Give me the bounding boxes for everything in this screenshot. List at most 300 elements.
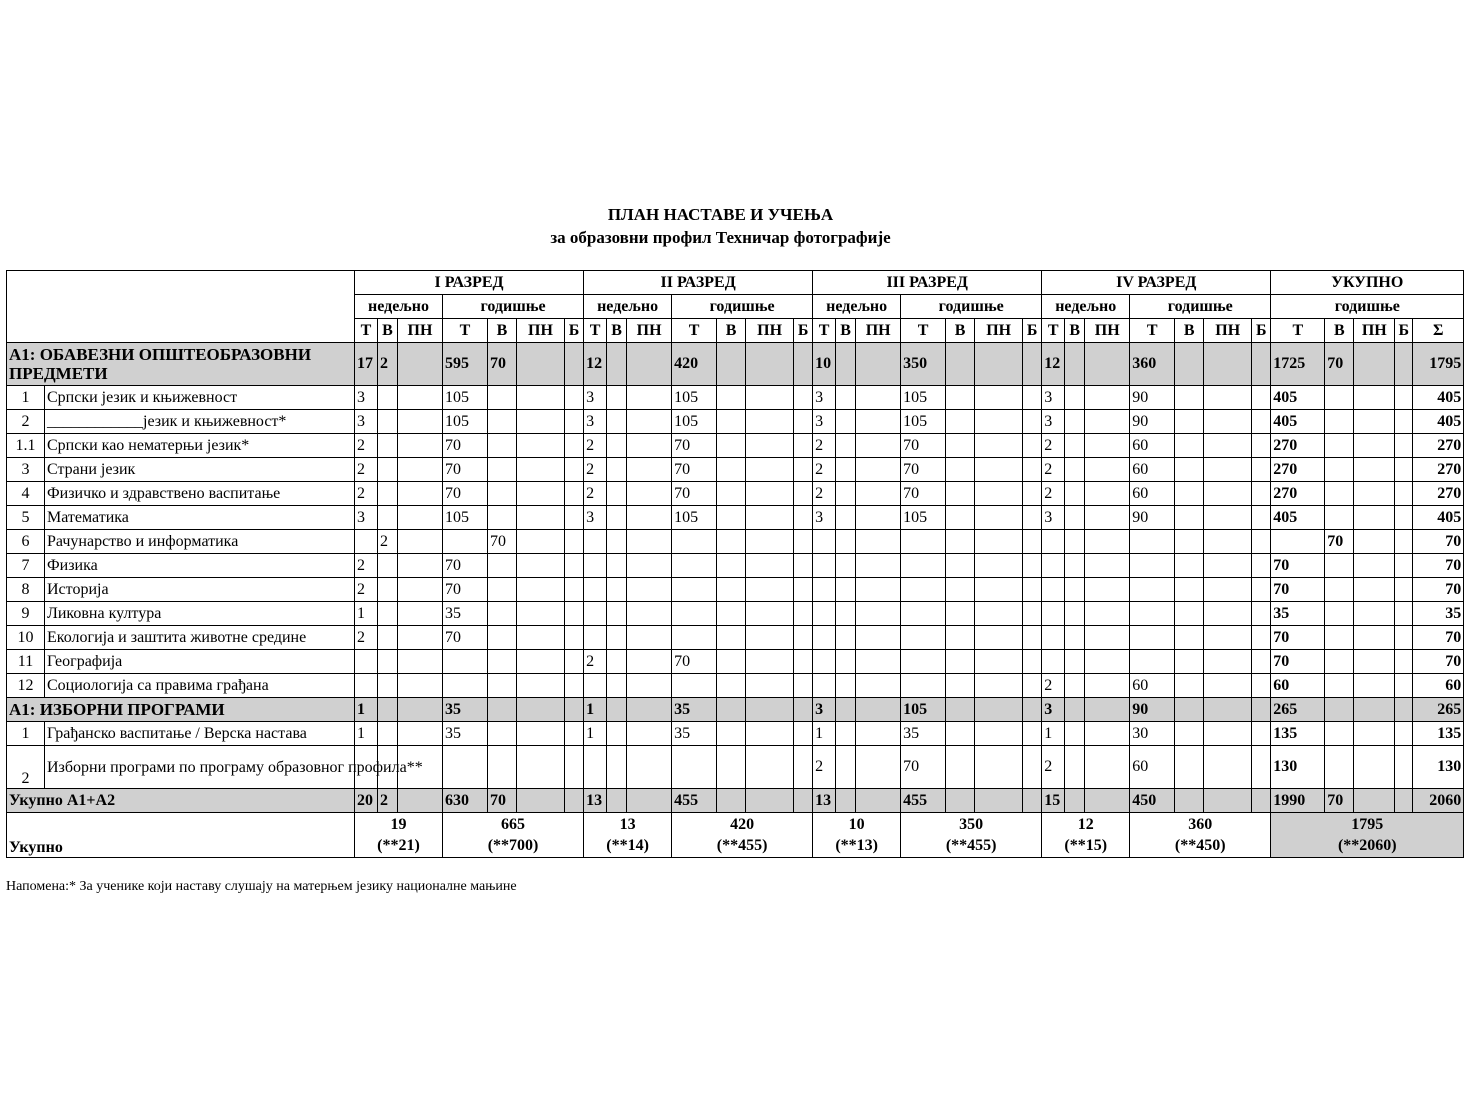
total-v — [1325, 434, 1354, 458]
yearly-v — [488, 602, 517, 626]
yearly-b — [1023, 506, 1042, 530]
weekly-v — [378, 434, 398, 458]
subject-number: 2 — [7, 746, 45, 789]
weekly-t: 2 — [355, 482, 378, 506]
total-b — [1395, 554, 1413, 578]
yearly-v — [946, 578, 975, 602]
yearly-t — [672, 602, 717, 626]
yearly-t: 105 — [901, 506, 946, 530]
section-value — [627, 343, 672, 386]
yearly-t: 70 — [672, 650, 717, 674]
total-b — [1395, 578, 1413, 602]
weekly-pn — [856, 746, 901, 789]
total-a1a2-value: 20 — [355, 789, 378, 813]
weekly-pn — [856, 674, 901, 698]
yearly-v — [946, 506, 975, 530]
yearly-pn — [1204, 458, 1252, 482]
yearly-b — [1252, 386, 1271, 410]
weekly-pn — [1085, 746, 1130, 789]
weekly-t: 3 — [355, 386, 378, 410]
weekly-t: 2 — [1042, 674, 1065, 698]
total-v — [1325, 650, 1354, 674]
weekly-v — [836, 746, 856, 789]
grand-yearly-value: 360 — [1188, 816, 1213, 833]
yearly-b — [565, 746, 584, 789]
section-value: 35 — [443, 698, 488, 722]
weekly-t: 2 — [813, 746, 836, 789]
weekly-v — [378, 626, 398, 650]
column-header-t: Т — [584, 319, 607, 343]
weekly-t: 2 — [355, 554, 378, 578]
yearly-pn — [746, 554, 794, 578]
section-value — [794, 343, 813, 386]
yearly-v — [488, 650, 517, 674]
yearly-v — [946, 482, 975, 506]
weekly-t: 2 — [584, 482, 607, 506]
total-a1a2-value: 455 — [672, 789, 717, 813]
section-total-v: 70 — [1325, 343, 1354, 386]
yearly-pn — [1204, 722, 1252, 746]
total-v — [1325, 674, 1354, 698]
yearly-b — [565, 578, 584, 602]
weekly-t: 1 — [355, 722, 378, 746]
total-sum: 35 — [1413, 602, 1464, 626]
yearly-v — [1175, 626, 1204, 650]
yearly-v — [717, 746, 746, 789]
section-title: А1: ОБАВЕЗНИ ОПШТЕОБРАЗОВНИ ПРЕДМЕТИ — [7, 343, 355, 386]
weekly-pn — [856, 722, 901, 746]
section-total-b — [1395, 343, 1413, 386]
yearly-b — [1023, 554, 1042, 578]
weekly-pn — [398, 482, 443, 506]
weekly-v — [836, 554, 856, 578]
yearly-t: 60 — [1130, 674, 1175, 698]
section-value — [836, 698, 856, 722]
yearly-pn — [1204, 434, 1252, 458]
section-value: 350 — [901, 343, 946, 386]
total-a1a2-value: 450 — [1130, 789, 1175, 813]
total-t: 405 — [1271, 410, 1325, 434]
weekly-pn — [627, 410, 672, 434]
document-title — [0, 203, 1441, 249]
grand-weekly-value: 10 — [848, 816, 865, 833]
yearly-b — [1023, 410, 1042, 434]
total-a1a2-value — [607, 789, 627, 813]
total-pn — [1354, 578, 1395, 602]
grand-weekly-alt: (**13) — [835, 837, 878, 854]
yearly-v — [1175, 650, 1204, 674]
column-header-t: Т — [1042, 319, 1065, 343]
grand-total-weekly — [813, 813, 901, 858]
yearly-v — [717, 482, 746, 506]
total-t — [1271, 530, 1325, 554]
yearly-v — [488, 746, 517, 789]
section-value — [946, 698, 975, 722]
total-sum: 270 — [1413, 482, 1464, 506]
yearly-pn — [517, 722, 565, 746]
yearly-v — [1175, 674, 1204, 698]
section-value: 35 — [672, 698, 717, 722]
table-row — [7, 698, 1464, 722]
yearly-b — [794, 434, 813, 458]
yearly-b — [1252, 506, 1271, 530]
total-sum: 70 — [1413, 626, 1464, 650]
yearly-t: 35 — [901, 722, 946, 746]
yearly-t: 60 — [1130, 434, 1175, 458]
yearly-v — [488, 434, 517, 458]
yearly-pn — [517, 506, 565, 530]
total-b — [1395, 410, 1413, 434]
weekly-v — [836, 626, 856, 650]
yearly-b — [1252, 410, 1271, 434]
section-value: 360 — [1130, 343, 1175, 386]
column-header-t: Т — [901, 319, 946, 343]
yearly-b — [565, 458, 584, 482]
weekly-pn — [398, 626, 443, 650]
yearly-pn — [975, 602, 1023, 626]
yearly-header: годишње — [443, 295, 584, 319]
weekly-pn — [627, 722, 672, 746]
weekly-v — [1065, 482, 1085, 506]
weekly-pn — [856, 434, 901, 458]
yearly-v — [946, 554, 975, 578]
grade-header: I РАЗРЕД — [355, 271, 584, 295]
total-b — [1395, 386, 1413, 410]
yearly-pn — [975, 674, 1023, 698]
yearly-pn — [517, 578, 565, 602]
yearly-v — [946, 386, 975, 410]
grand-yearly-value: 350 — [959, 816, 984, 833]
yearly-b — [1023, 482, 1042, 506]
grand-weekly-alt: (**21) — [377, 837, 420, 854]
yearly-b — [794, 650, 813, 674]
weekly-pn — [398, 410, 443, 434]
section-total-t: 1725 — [1271, 343, 1325, 386]
total-sum: 405 — [1413, 506, 1464, 530]
weekly-pn — [856, 602, 901, 626]
total-pn — [1354, 386, 1395, 410]
title-line-1: ПЛАН НАСТАВЕ И УЧЕЊА — [607, 205, 834, 224]
yearly-v — [1175, 578, 1204, 602]
weekly-t — [1042, 554, 1065, 578]
section-value — [836, 343, 856, 386]
column-header-pn: ПН — [1354, 319, 1395, 343]
weekly-pn — [856, 386, 901, 410]
weekly-pn — [856, 506, 901, 530]
subject-number: 1 — [7, 386, 45, 410]
total-b — [1395, 626, 1413, 650]
column-header-pn: ПН — [517, 319, 565, 343]
yearly-t: 90 — [1130, 410, 1175, 434]
weekly-t — [813, 554, 836, 578]
yearly-b — [1252, 458, 1271, 482]
yearly-b — [565, 482, 584, 506]
yearly-b — [794, 530, 813, 554]
weekly-pn — [627, 434, 672, 458]
yearly-v — [946, 530, 975, 554]
yearly-b — [794, 578, 813, 602]
yearly-pn — [517, 554, 565, 578]
weekly-pn — [627, 578, 672, 602]
weekly-t: 2 — [1042, 434, 1065, 458]
column-header-v: В — [378, 319, 398, 343]
column-header-b: Б — [565, 319, 584, 343]
subject-name: Српски као нематерњи језик* — [45, 434, 355, 458]
yearly-b — [794, 386, 813, 410]
weekly-t: 3 — [813, 410, 836, 434]
grand-weekly-value: 12 — [1077, 816, 1094, 833]
weekly-v — [607, 386, 627, 410]
total-t: 270 — [1271, 482, 1325, 506]
subject-name: Екологија и заштита животне средине — [45, 626, 355, 650]
yearly-pn — [975, 626, 1023, 650]
weekly-pn — [1085, 530, 1130, 554]
section-value: 595 — [443, 343, 488, 386]
yearly-v — [488, 386, 517, 410]
yearly-b — [1252, 746, 1271, 789]
total-a1a2-value — [946, 789, 975, 813]
yearly-pn — [975, 506, 1023, 530]
total-a1a2-value: 2 — [378, 789, 398, 813]
yearly-pn — [975, 722, 1023, 746]
weekly-t: 1 — [813, 722, 836, 746]
weekly-v — [1065, 434, 1085, 458]
yearly-v — [1175, 506, 1204, 530]
table-row — [7, 530, 1464, 554]
yearly-pn — [975, 410, 1023, 434]
grand-yearly-alt: (**455) — [945, 837, 997, 854]
yearly-b — [1252, 482, 1271, 506]
yearly-t: 35 — [672, 722, 717, 746]
yearly-v — [488, 674, 517, 698]
total-pn — [1354, 746, 1395, 789]
weekly-v — [607, 458, 627, 482]
total-a1a2-value: 13 — [584, 789, 607, 813]
yearly-pn — [1204, 554, 1252, 578]
yearly-t: 30 — [1130, 722, 1175, 746]
weekly-t: 2 — [813, 482, 836, 506]
section-value — [1065, 698, 1085, 722]
total-sum: 130 — [1413, 746, 1464, 789]
yearly-b — [1023, 746, 1042, 789]
weekly-v — [1065, 410, 1085, 434]
yearly-pn — [975, 482, 1023, 506]
column-header-pn: ПН — [975, 319, 1023, 343]
yearly-t: 105 — [672, 386, 717, 410]
total-pn — [1354, 530, 1395, 554]
section-value — [1175, 343, 1204, 386]
weekly-v: 2 — [378, 530, 398, 554]
yearly-t — [443, 674, 488, 698]
weekly-t: 3 — [813, 506, 836, 530]
yearly-v — [488, 722, 517, 746]
yearly-v — [946, 674, 975, 698]
weekly-v — [607, 482, 627, 506]
total-v — [1325, 458, 1354, 482]
weekly-v — [1065, 578, 1085, 602]
yearly-v — [488, 506, 517, 530]
yearly-b — [565, 626, 584, 650]
yearly-pn — [746, 650, 794, 674]
weekly-pn — [856, 650, 901, 674]
weekly-t — [584, 578, 607, 602]
weekly-pn — [398, 434, 443, 458]
total-pn — [1354, 722, 1395, 746]
yearly-v — [1175, 410, 1204, 434]
yearly-b — [565, 434, 584, 458]
yearly-b — [1023, 530, 1042, 554]
total-pn — [1354, 674, 1395, 698]
weekly-t: 1 — [584, 722, 607, 746]
weekly-v — [1065, 386, 1085, 410]
weekly-v — [1065, 530, 1085, 554]
weekly-t: 2 — [584, 458, 607, 482]
column-header-t: Т — [355, 319, 378, 343]
yearly-t — [901, 674, 946, 698]
column-header-v: В — [1065, 319, 1085, 343]
yearly-t: 70 — [672, 458, 717, 482]
weekly-pn — [856, 626, 901, 650]
weekly-v — [607, 434, 627, 458]
yearly-t — [672, 530, 717, 554]
weekly-pn — [627, 746, 672, 789]
section-value — [717, 698, 746, 722]
table-row — [7, 386, 1464, 410]
grand-yearly-alt: (**450) — [1174, 837, 1226, 854]
total-a1a2-pn — [1354, 789, 1395, 813]
weekly-pn — [398, 458, 443, 482]
yearly-t: 70 — [901, 434, 946, 458]
column-header-t: Т — [443, 319, 488, 343]
yearly-b — [565, 674, 584, 698]
table-row — [7, 506, 1464, 530]
yearly-b — [1023, 650, 1042, 674]
section-value — [746, 698, 794, 722]
section-total-pn — [1354, 698, 1395, 722]
weekly-pn — [856, 554, 901, 578]
yearly-t: 35 — [443, 722, 488, 746]
section-value — [794, 698, 813, 722]
section-value — [1204, 343, 1252, 386]
subject-number: 11 — [7, 650, 45, 674]
total-pn — [1354, 434, 1395, 458]
total-a1a2-value — [1023, 789, 1042, 813]
grand-total-weekly — [355, 813, 443, 858]
yearly-v — [488, 578, 517, 602]
grand-total-yearly — [672, 813, 813, 858]
weekly-v — [607, 554, 627, 578]
section-value: 17 — [355, 343, 378, 386]
subject-name: Ликовна култура — [45, 602, 355, 626]
weekly-pn — [627, 482, 672, 506]
weekly-t — [584, 674, 607, 698]
yearly-t: 70 — [901, 746, 946, 789]
weekly-t: 3 — [1042, 506, 1065, 530]
yearly-v — [946, 602, 975, 626]
weekly-pn — [856, 530, 901, 554]
yearly-b — [565, 530, 584, 554]
grand-weekly-alt: (**15) — [1064, 837, 1108, 854]
grand-total-yearly — [443, 813, 584, 858]
section-value — [975, 698, 1023, 722]
yearly-t: 70 — [443, 482, 488, 506]
weekly-t: 2 — [813, 458, 836, 482]
yearly-v — [488, 482, 517, 506]
total-a1a2-value — [717, 789, 746, 813]
yearly-v — [946, 458, 975, 482]
weekly-v — [378, 506, 398, 530]
total-a1a2-value — [856, 789, 901, 813]
weekly-v — [378, 650, 398, 674]
yearly-pn — [517, 434, 565, 458]
grand-total-overall — [1271, 813, 1464, 858]
total-pn — [1354, 458, 1395, 482]
weekly-pn — [398, 578, 443, 602]
weekly-v — [607, 506, 627, 530]
yearly-b — [1252, 554, 1271, 578]
total-a1a2-label: Укупно А1+А2 — [7, 789, 355, 813]
weekly-t: 2 — [355, 434, 378, 458]
weekly-pn — [398, 554, 443, 578]
yearly-pn — [1204, 578, 1252, 602]
total-sum: 70 — [1413, 554, 1464, 578]
yearly-pn — [1204, 602, 1252, 626]
yearly-v — [1175, 722, 1204, 746]
yearly-pn — [1204, 506, 1252, 530]
subject-number: 5 — [7, 506, 45, 530]
table-row — [7, 746, 1464, 789]
subject-name: Социологија са правима грађана — [45, 674, 355, 698]
yearly-b — [1252, 530, 1271, 554]
total-t: 130 — [1271, 746, 1325, 789]
grand-weekly-value: 19 — [390, 816, 407, 833]
weekly-pn — [627, 386, 672, 410]
section-value — [1252, 343, 1271, 386]
total-a1a2-sum: 2060 — [1413, 789, 1464, 813]
yearly-pn — [975, 530, 1023, 554]
total-b — [1395, 722, 1413, 746]
yearly-t — [1130, 626, 1175, 650]
weekly-v — [1065, 506, 1085, 530]
yearly-v — [1175, 530, 1204, 554]
total-sum: 270 — [1413, 458, 1464, 482]
yearly-v — [717, 434, 746, 458]
weekly-pn — [627, 554, 672, 578]
weekly-v — [836, 434, 856, 458]
column-header-b: Б — [1023, 319, 1042, 343]
total-pn — [1354, 554, 1395, 578]
subject-number: 12 — [7, 674, 45, 698]
yearly-v — [717, 626, 746, 650]
section-value — [565, 698, 584, 722]
yearly-b — [1252, 650, 1271, 674]
yearly-t: 35 — [443, 602, 488, 626]
total-a1a2-value — [565, 789, 584, 813]
yearly-t — [672, 746, 717, 789]
total-pn — [1354, 410, 1395, 434]
section-value — [517, 343, 565, 386]
section-value: 3 — [813, 698, 836, 722]
section-value — [398, 698, 443, 722]
yearly-t: 70 — [672, 434, 717, 458]
yearly-v — [946, 722, 975, 746]
yearly-pn — [517, 530, 565, 554]
table-row — [7, 626, 1464, 650]
header-blank — [7, 271, 355, 343]
yearly-b — [1252, 578, 1271, 602]
yearly-pn — [746, 674, 794, 698]
yearly-v — [1175, 554, 1204, 578]
